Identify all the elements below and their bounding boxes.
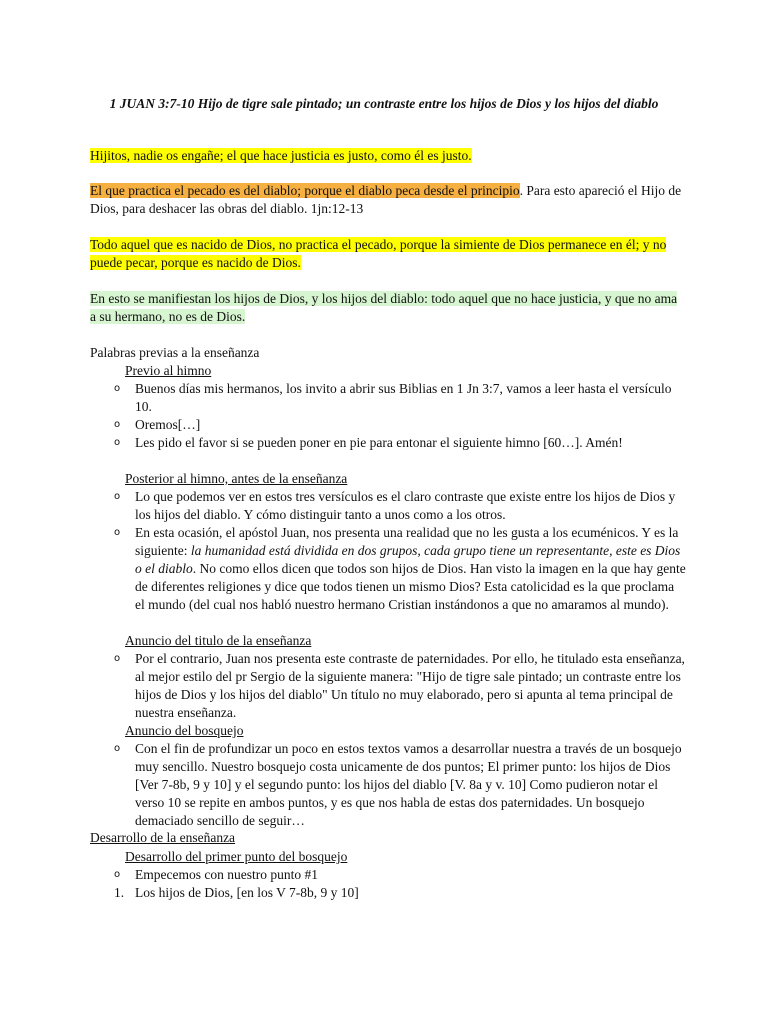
verse-7-text: Hijitos, nadie os engañe; el que hace justicia es justo, como él es justo. (90, 148, 472, 163)
subheading-primer-punto: Desarrollo del primer punto del bosquejo (125, 849, 348, 864)
verse-9-text: Todo aquel que es nacido de Dios, no practica el pecado, porque la simiente de Dios permanece en él; y no puede pecar, porque es nacido de Dios. (90, 237, 667, 270)
verse-10 (90, 290, 682, 326)
numbered-item-text: Los hijos de Dios, [en los V 7-8b, 9 y 10] (135, 885, 359, 900)
numbered-item (114, 884, 686, 902)
list-item-text (135, 524, 686, 614)
list-item-text-b: . No como ellos dicen que todos son hijos de Dios. Han visto la imagen en la que hay gente de diferentes religiones y dice que todos tienen un mismo Dios? Esta catolicidad es la que proclama el mundo (del cual nos habló nuestro hermano Cristian instándonos a que no amaramos al mundo). (135, 561, 686, 612)
list-item (114, 434, 686, 452)
numbered-item-marker: 1. (114, 885, 125, 900)
section-heading-desarrollo: Desarrollo de la enseñanza (90, 830, 236, 845)
bullet-icon: o (114, 869, 121, 880)
list-item-text-a: En esta ocasión, el apóstol Juan, nos presenta una realidad que no les gusta a los ecuménicos. Y es la siguiente: (135, 525, 679, 558)
document-title: 1 JUAN 3:7-10 Hijo de tigre sale pintado; un contraste entre los hijos de Dios y los hijos del diablo (109, 96, 659, 111)
verse-7 (90, 147, 682, 165)
verse-8-rest: . Para esto apareció el Hijo de Dios, para deshacer las obras del diablo. 1jn:12-13 (90, 183, 682, 216)
bullet-icon: o (114, 383, 121, 394)
list-item (114, 416, 686, 434)
section-heading-previas: Palabras previas a la enseñanza (90, 345, 260, 360)
bullet-icon: o (114, 653, 121, 664)
list-item-text: Buenos días mis hermanos, los invito a abrir sus Biblias en 1 Jn 3:7, vamos a leer hasta el versículo 10. (135, 381, 672, 414)
subheading-anuncio-titulo: Anuncio del titulo de la enseñanza (125, 633, 312, 648)
subheading-posterior-himno: Posterior al himno, antes de la enseñanza (125, 471, 348, 486)
list-item-text-italic: la humanidad está dividida en dos grupos, cada grupo tiene un representante, este es Dios o el diablo (135, 543, 681, 576)
verse-9 (90, 236, 682, 272)
list-item-text: Empecemos con nuestro punto #1 (135, 867, 318, 882)
list-item-text: Lo que podemos ver en estos tres versículos es el claro contraste que existe entre los hijos de Dios y los hijos del diablo. Y cómo distinguir tanto a unos como a los otros. (135, 489, 676, 522)
list-item (114, 740, 686, 830)
verse-8-highlight: El que practica el pecado es del diablo; porque el diablo peca desde el principio (90, 183, 520, 198)
list-item-text: Les pido el favor si se pueden poner en pie para entonar el siguiente himno [60…]. Amén! (135, 435, 623, 450)
verse-8 (90, 182, 682, 218)
bullet-icon: o (114, 491, 121, 502)
list-item (114, 650, 686, 722)
bullet-icon: o (114, 527, 121, 538)
list-item (114, 488, 686, 524)
list-item (114, 866, 686, 884)
subheading-anuncio-bosquejo: Anuncio del bosquejo (125, 723, 244, 738)
bullet-icon: o (114, 419, 121, 430)
bullet-icon: o (114, 437, 121, 448)
verse-10-text: En esto se manifiestan los hijos de Dios, y los hijos del diablo: todo aquel que no hace justicia, y que no ama a su hermano, no es de Dios. (90, 291, 678, 324)
list-item (114, 380, 686, 416)
list-item (114, 524, 686, 614)
list-item-text: Oremos[…] (135, 417, 201, 432)
bullet-icon: o (114, 743, 121, 754)
list-item-text: Por el contrario, Juan nos presenta este contraste de paternidades. Por ello, he titulado esta enseñanza, al mejor estilo del pr Sergio de la siguiente manera: "Hijo de tigre sale pintado; un contraste entre los hijos de Dios y los hijos del diablo" Un título no muy elaborado, pero si apunta al tema principal de nuestra enseñanza. (135, 651, 685, 720)
list-item-text: Con el fin de profundizar un poco en estos textos vamos a desarrollar nuestra a través de un bosquejo muy sencillo. Nuestro bosquejo costa unicamente de dos puntos; El primer punto: los hijos de Dios [Ver 7-8b, 9 y 10] y el segundo punto: los hijos del diablo [V. 8a y v. 10] Como pudieron notar el verso 10 se repite en ambos puntos, y es que nos habla de estas dos paternidades. Un bosquejo demaciado sencillo de seguir… (135, 741, 682, 828)
subheading-previo-himno: Previo al himno (125, 363, 212, 378)
